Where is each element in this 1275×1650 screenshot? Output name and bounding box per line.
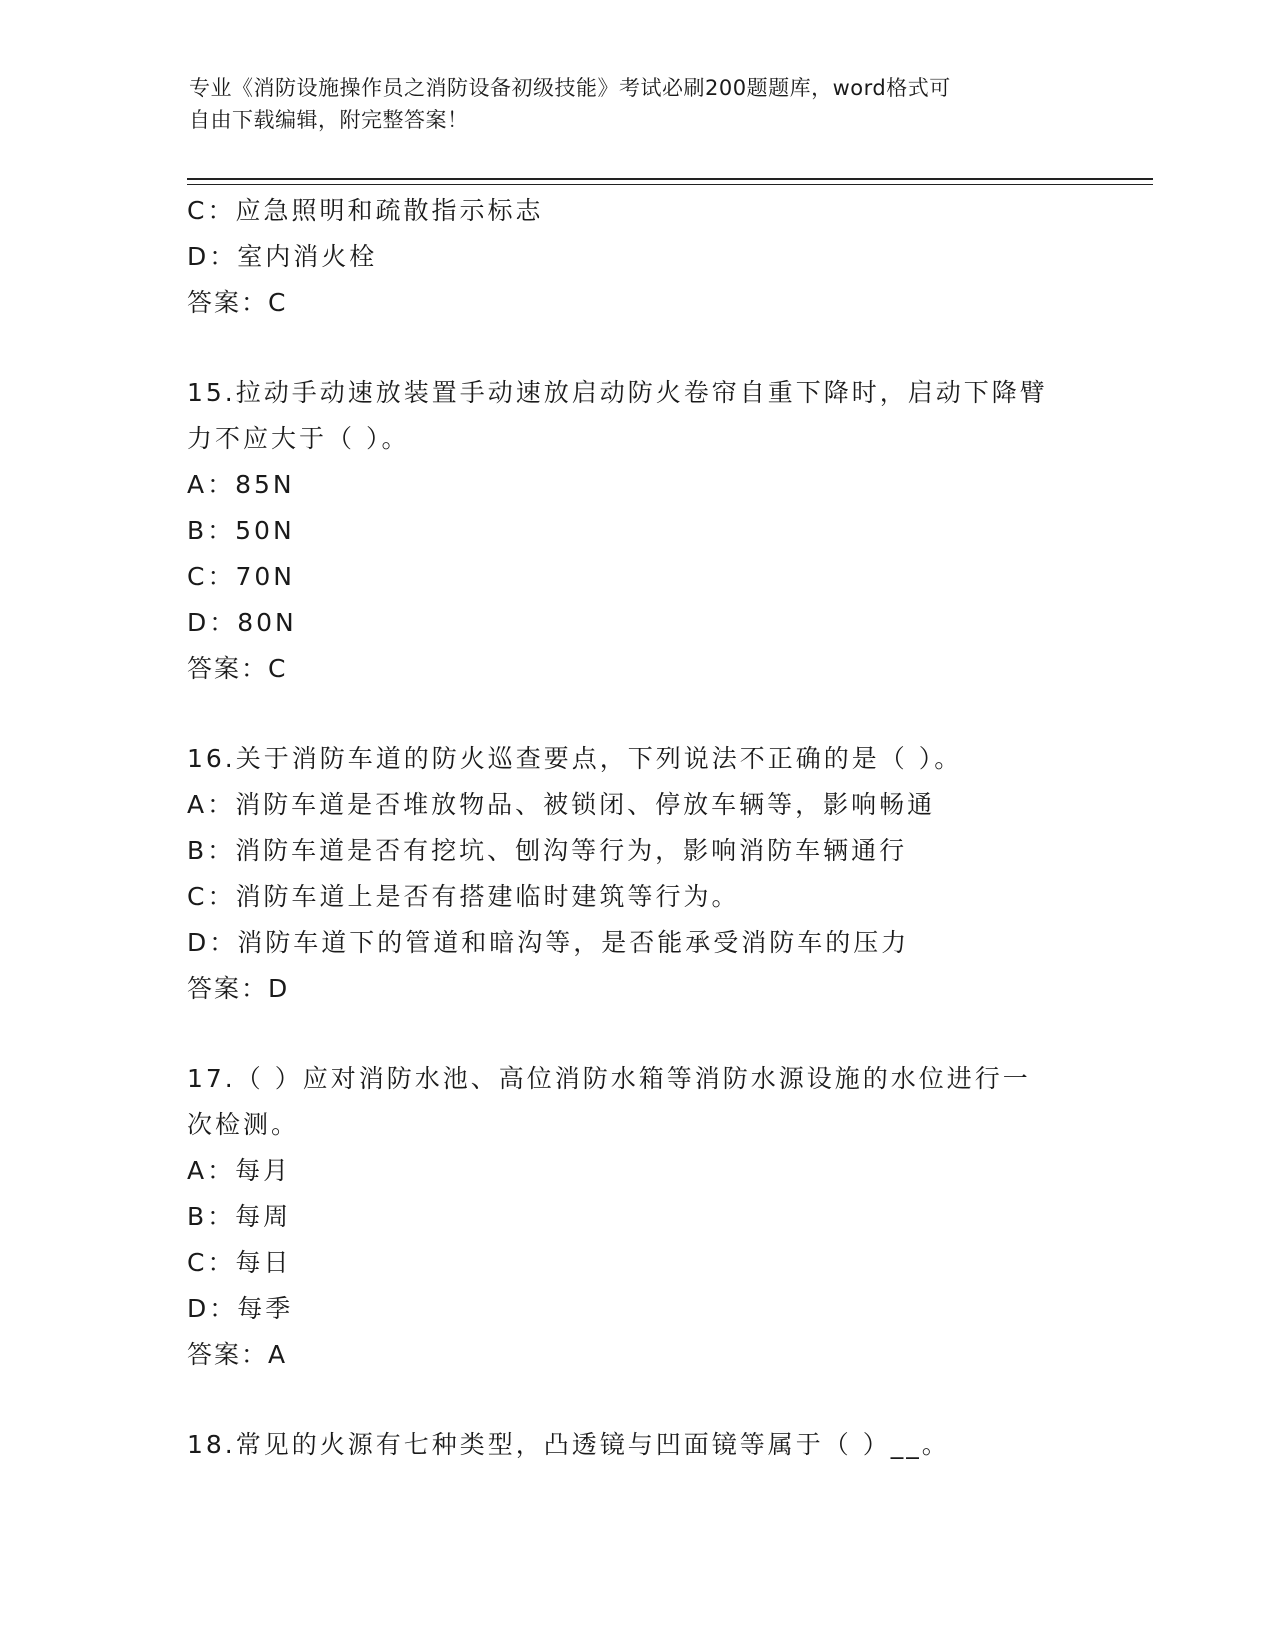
option-b: B：消防车道是否有挖坑、刨沟等行为，影响消防车辆通行 [187,836,908,865]
question-14-continued [187,188,1087,326]
question-stem-line: 15.拉动手动速放装置手动速放启动防火卷帘自重下降时，启动下降臂 [187,378,1048,407]
option-d: D：80N [187,608,297,637]
question-stem-line: 次检测。 [187,1110,300,1139]
header-divider-thin [187,184,1153,185]
question-stem-line: 18.常见的火源有七种类型，凸透镜与凹面镜等属于（ ）__。 [187,1430,950,1459]
question-stem [187,736,1087,782]
answer-line: 答案：A [187,1340,288,1369]
question-stem-line: 17.（ ）应对消防水池、高位消防水箱等消防水源设施的水位进行一 [187,1064,1031,1093]
option-b: B：50N [187,516,295,545]
document-body [187,188,1087,1468]
header-title-line-1: 专业《消防设施操作员之消防设备初级技能》考试必刷200题题库，word格式可 [189,76,951,100]
option-a: A：85N [187,470,295,499]
answer-line: 答案：C [187,288,288,317]
answer-line: 答案：D [187,974,290,1003]
question-stem [187,370,1087,462]
page-header [189,72,1089,136]
question-18 [187,1422,1087,1468]
header-divider-thick [187,178,1153,180]
question-stem-line: 力不应大于（ ）。 [187,424,410,453]
option-c: C：70N [187,562,295,591]
option-d: D：每季 [187,1294,294,1323]
option-d: D：室内消火栓 [187,242,378,271]
question-15 [187,370,1087,692]
option-c: C：每日 [187,1248,292,1277]
question-stem [187,1056,1087,1148]
header-title-line-2: 自由下载编辑，附完整答案！ [189,108,469,132]
option-c: C：应急照明和疏散指示标志 [187,196,544,225]
option-d: D：消防车道下的管道和暗沟等，是否能承受消防车的压力 [187,928,910,957]
option-a: A：消防车道是否堆放物品、被锁闭、停放车辆等，影响畅通 [187,790,936,819]
question-stem-line: 16.关于消防车道的防火巡查要点，下列说法不正确的是（ ）。 [187,744,963,773]
question-17 [187,1056,1087,1378]
option-a: A：每月 [187,1156,292,1185]
question-stem [187,1422,1087,1468]
question-16 [187,736,1087,1012]
option-b: B：每周 [187,1202,292,1231]
option-c: C：消防车道上是否有搭建临时建筑等行为。 [187,882,740,911]
answer-line: 答案：C [187,654,288,683]
